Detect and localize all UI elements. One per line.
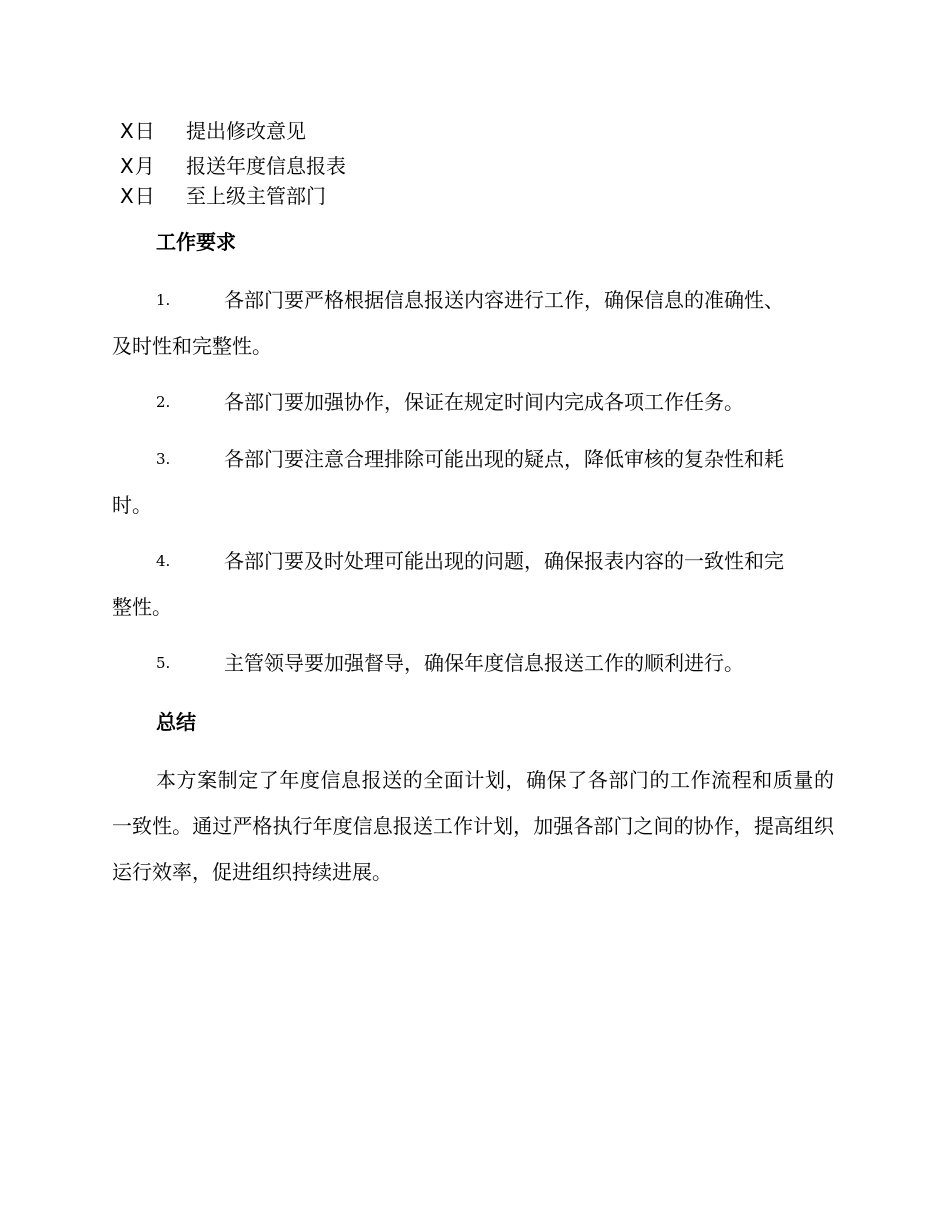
schedule-text: 提出修改意见	[186, 119, 306, 143]
requirement-text: 各部门要注意合理排除可能出现的疑点，降低审核的复杂性和耗	[224, 447, 784, 471]
requirement-text-continued: 整性。	[112, 595, 172, 619]
requirement-text: 各部门要加强协作，保证在规定时间内完成各项工作任务。	[224, 390, 744, 414]
schedule-row	[120, 183, 326, 209]
requirement-item	[112, 538, 834, 630]
schedule-row	[120, 118, 306, 144]
schedule-text: 报送年度信息报表	[186, 154, 346, 178]
requirement-text-continued: 及时性和完整性。	[112, 334, 272, 358]
requirement-number: 4.	[156, 552, 171, 570]
summary-paragraph: 本方案制定了年度信息报送的全面计划，确保了各部门的工作流程和质量的一致性。通过严格执行年度信息报送工作计划，加强各部门之间的协作，提高组织运行效率，促进组织持续进展。	[112, 768, 834, 884]
requirement-text: 各部门要严格根据信息报送内容进行工作，确保信息的准确性、	[224, 288, 784, 312]
requirement-text: 各部门要及时处理可能出现的问题，确保报表内容的一致性和完	[224, 549, 784, 573]
requirement-item	[112, 436, 834, 528]
requirement-text-continued: 时。	[112, 493, 152, 517]
schedule-row	[120, 153, 346, 179]
summary-heading: 总结	[156, 710, 196, 734]
requirements-heading: 工作要求	[156, 230, 236, 254]
schedule-date: X日	[120, 184, 156, 208]
requirement-item	[112, 640, 834, 686]
requirement-number: 3.	[156, 450, 171, 468]
requirement-item	[112, 277, 834, 369]
schedule-text: 至上级主管部门	[186, 184, 326, 208]
requirement-item	[112, 379, 834, 425]
requirement-number: 1.	[156, 291, 171, 309]
requirement-number: 5.	[156, 654, 171, 672]
requirement-number: 2.	[156, 393, 171, 411]
schedule-date: X日	[120, 119, 156, 143]
schedule-date: X月	[120, 154, 156, 178]
requirement-text: 主管领导要加强督导，确保年度信息报送工作的顺利进行。	[224, 651, 744, 675]
